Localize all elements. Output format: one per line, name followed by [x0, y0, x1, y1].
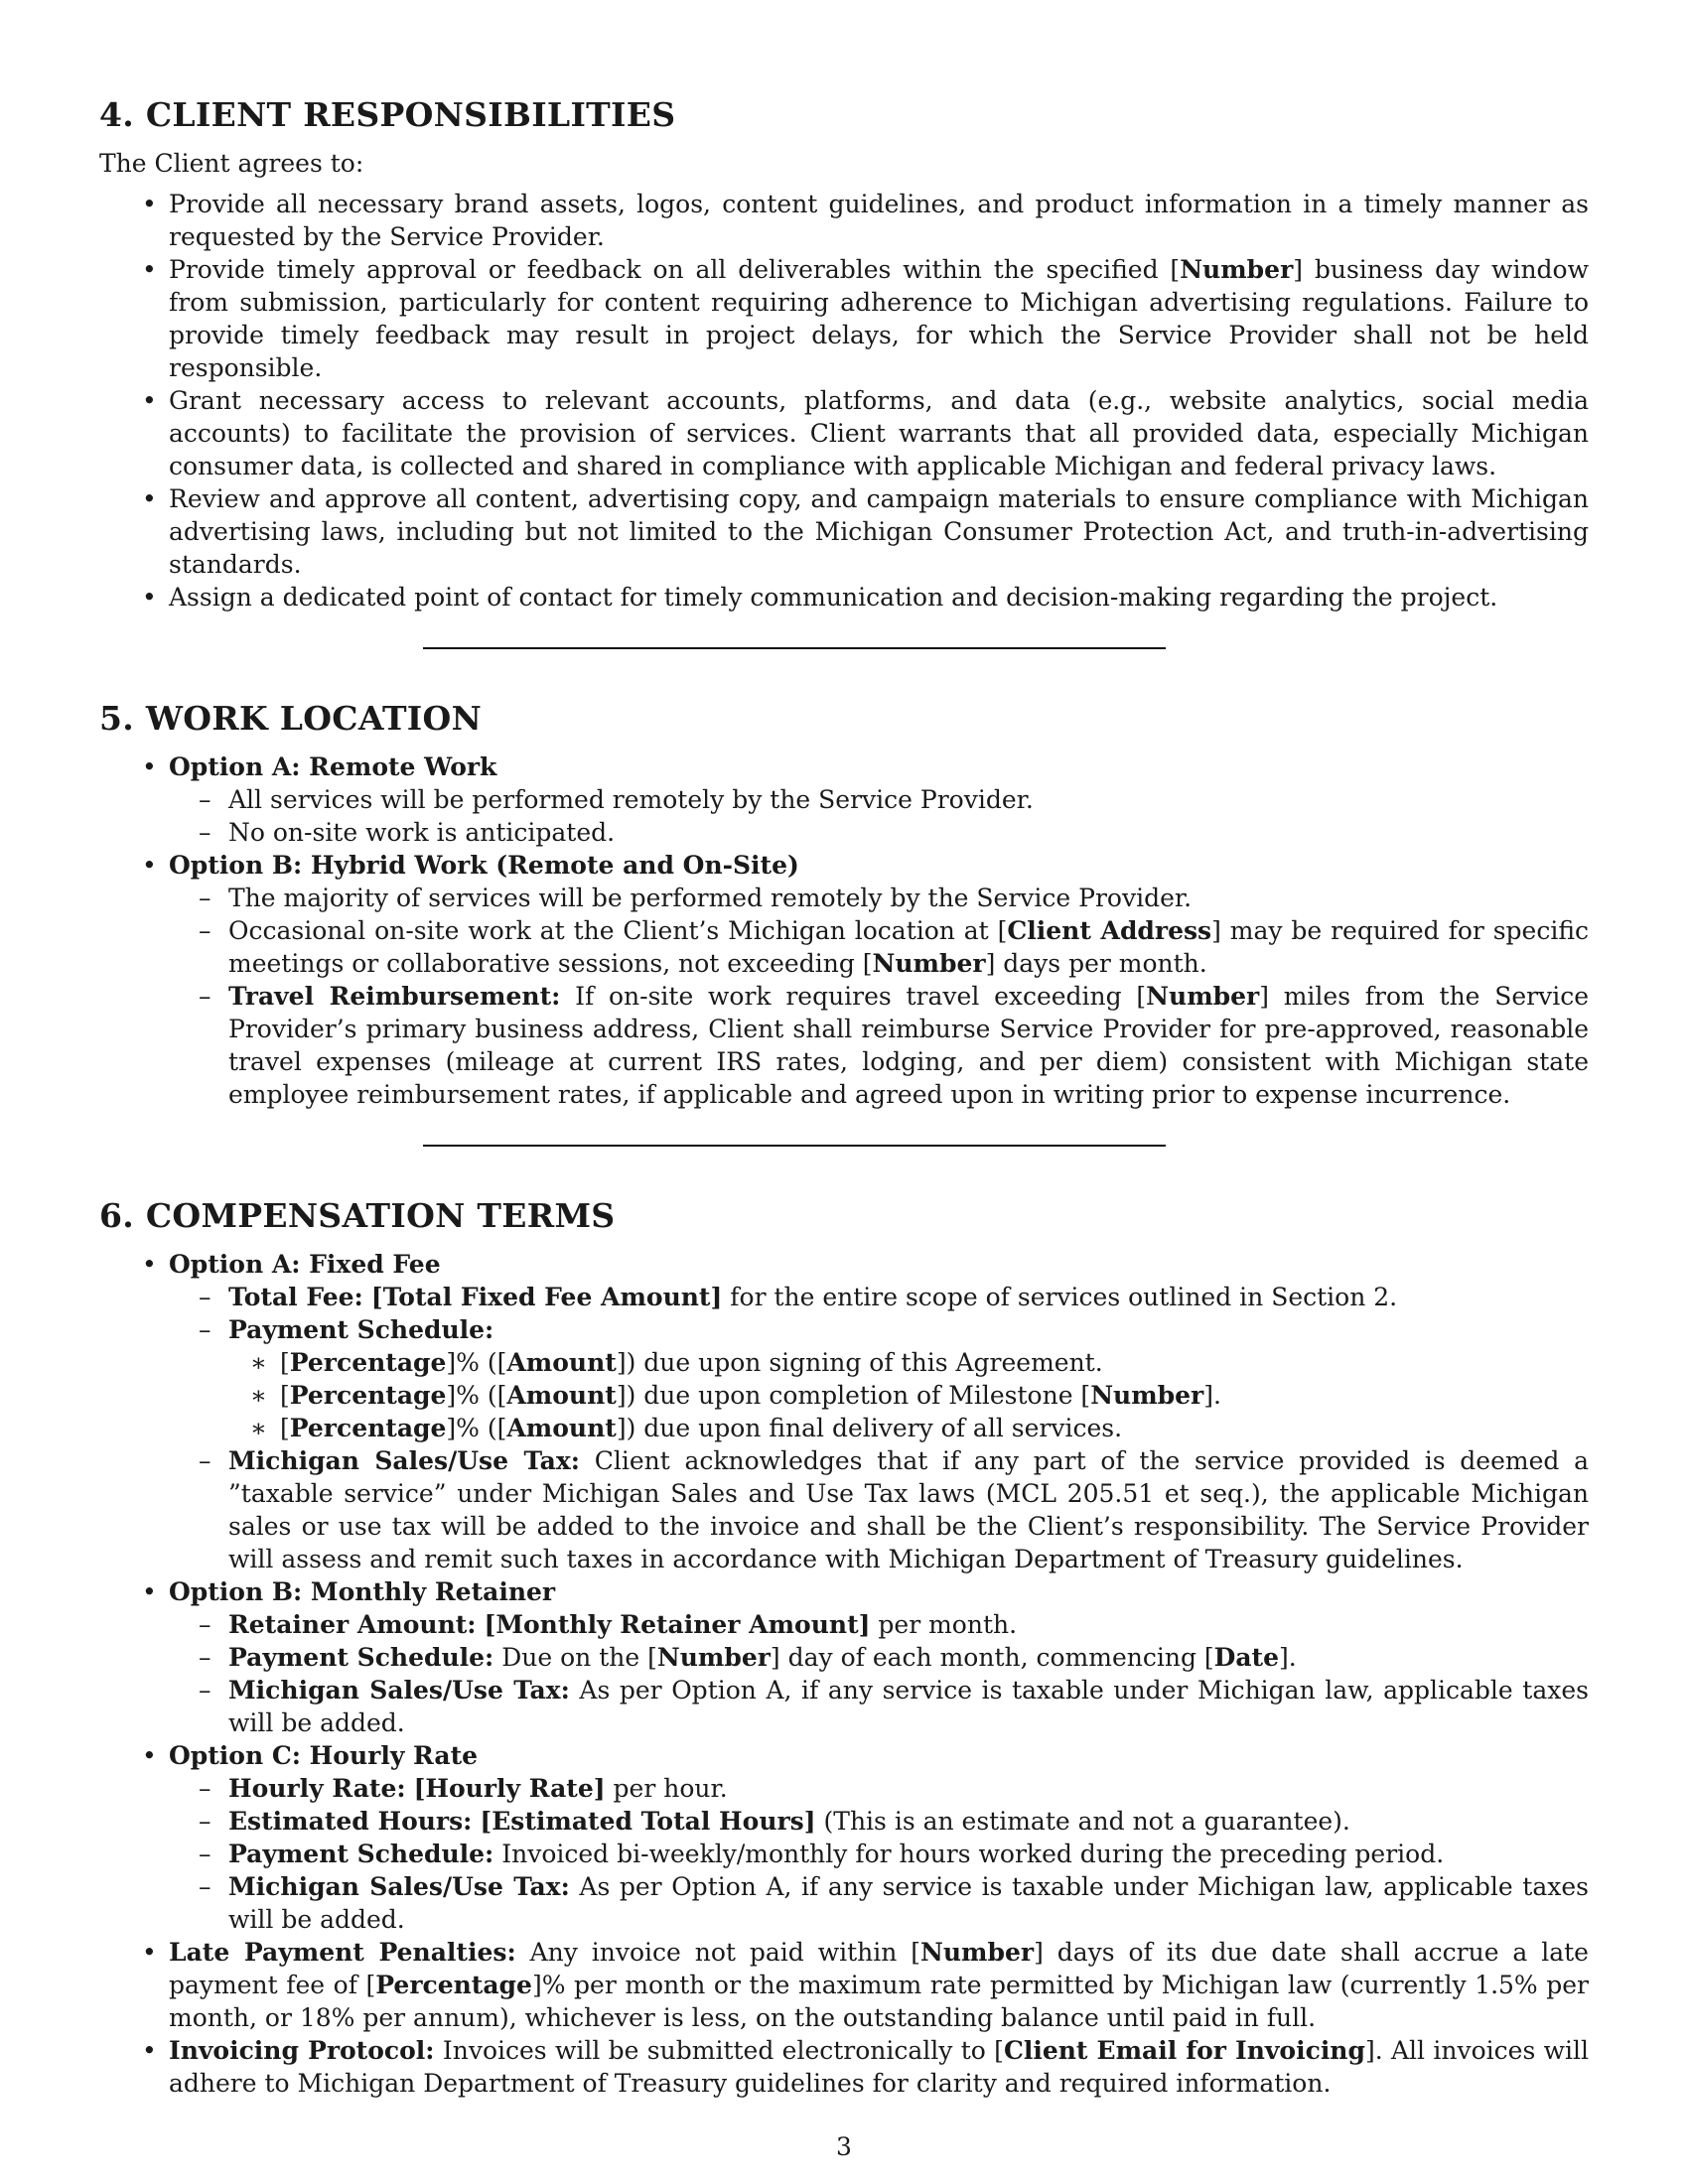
list-item: – Payment Schedule: ∗ [Percentage]% ([Amount]) due upon signing of this Agreement. ∗ [Percentage]% ([Amount]) due upon completion of Milestone [Number]. ∗ [Percentage]% ([Amount]) due upon final delivery of all services.	[228, 1313, 1589, 1444]
section-4-intro: The Client agrees to:	[99, 149, 364, 178]
list-item: – Michigan Sales/Use Tax: As per Option A, if any service is taxable under Michigan law, applicable taxes will be added.	[228, 1870, 1589, 1936]
compensation-terms-list	[99, 1248, 1589, 2100]
list-item: • Assign a dedicated point of contact for timely communication and decision-making regarding the project.	[169, 581, 1589, 614]
work-location-list	[99, 751, 1589, 1111]
list-item: ∗ [Percentage]% ([Amount]) due upon final delivery of all services.	[280, 1412, 1589, 1444]
section-4-heading: 4. CLIENT RESPONSIBILITIES	[99, 95, 676, 134]
list-item: – Michigan Sales/Use Tax: As per Option A, if any service is taxable under Michigan law, applicable taxes will be added.	[228, 1674, 1589, 1739]
section-divider	[423, 1145, 1166, 1147]
list-item	[169, 751, 1589, 849]
list-item: ∗ [Percentage]% ([Amount]) due upon completion of Milestone [Number].	[280, 1379, 1589, 1412]
page-content	[99, 95, 1589, 2100]
list-item: – Estimated Hours: [Estimated Total Hours] (This is an estimate and not a guarantee).	[228, 1805, 1589, 1838]
list-item: – Hourly Rate: [Hourly Rate] per hour.	[228, 1772, 1589, 1805]
section-divider	[423, 647, 1166, 649]
section-6-heading: 6. COMPENSATION TERMS	[99, 1196, 616, 1235]
list-item: • Grant necessary access to relevant accounts, platforms, and data (e.g., website analytics, social media accounts) to facilitate the provision of services. Client warrants that all provided data, especially Michigan consumer data, is collected and shared in compliance with applicable Michigan and federal privacy laws.	[169, 384, 1589, 482]
list-item: – Occasional on-site work at the Client’s Michigan location at [Client Address] may be required for specific meetings or collaborative sessions, not exceeding [Number] days per month.	[228, 914, 1589, 980]
list-item: • Provide all necessary brand assets, logos, content guidelines, and product information in a timely manner as requested by the Service Provider.	[169, 188, 1589, 253]
list-item: – No on-site work is anticipated.	[228, 816, 1589, 849]
page-number: 3	[836, 2132, 852, 2161]
list-item: ∗ [Percentage]% ([Amount]) due upon signing of this Agreement.	[280, 1346, 1589, 1379]
list-item: – Retainer Amount: [Monthly Retainer Amount] per month.	[228, 1608, 1589, 1641]
option-title: Option C: Hourly Rate	[169, 1741, 479, 1770]
option-title: Option A: Remote Work	[169, 752, 497, 781]
list-item	[169, 1248, 1589, 1575]
option-title: Option B: Monthly Retainer	[169, 1577, 556, 1606]
option-title: Option B: Hybrid Work (Remote and On-Site)	[169, 851, 799, 880]
list-item: – Travel Reimbursement: If on-site work requires travel exceeding [Number] miles from the Service Provider’s primary business address, Client shall reimburse Service Provider for pre-approved, reasonable travel expenses (mileage at current IRS rates, lodging, and per diem) consistent with Michigan state employee reimbursement rates, if applicable and agreed upon in writing prior to expense incurrence.	[228, 980, 1589, 1111]
list-item	[169, 1575, 1589, 1739]
list-item: • Provide timely approval or feedback on all deliverables within the specified [Number] business day window from submission, particularly for content requiring adherence to Michigan advertising regulations. Failure to provide timely feedback may result in project delays, for which the Service Provider shall not be held responsible.	[169, 253, 1589, 384]
list-item: – Michigan Sales/Use Tax: Client acknowledges that if any part of the service provided is deemed a ”taxable service” under Michigan Sales and Use Tax laws (MCL 205.51 et seq.), the applicable Michigan sales or use tax will be added to the invoice and shall be the Client’s responsibility. The Service Provider will assess and remit such taxes in accordance with Michigan Department of Treasury guidelines.	[228, 1444, 1589, 1575]
list-item: – Payment Schedule: Invoiced bi-weekly/monthly for hours worked during the preceding period.	[228, 1838, 1589, 1870]
list-item: – The majority of services will be performed remotely by the Service Provider.	[228, 882, 1589, 914]
option-title: Option A: Fixed Fee	[169, 1250, 441, 1279]
section-5-heading: 5. WORK LOCATION	[99, 699, 483, 738]
list-item: – All services will be performed remotely by the Service Provider.	[228, 783, 1589, 816]
list-item: – Total Fee: [Total Fixed Fee Amount] for the entire scope of services outlined in Section 2.	[228, 1281, 1589, 1313]
list-item: – Payment Schedule: Due on the [Number] day of each month, commencing [Date].	[228, 1641, 1589, 1674]
list-item: • Invoicing Protocol: Invoices will be submitted electronically to [Client Email for Invoicing]. All invoices will adhere to Michigan Department of Treasury guidelines for clarity and required information.	[169, 2034, 1589, 2100]
list-item	[169, 849, 1589, 1111]
list-item: • Review and approve all content, advertising copy, and campaign materials to ensure compliance with Michigan advertising laws, including but not limited to the Michigan Consumer Protection Act, and truth-in-advertising standards.	[169, 482, 1589, 581]
client-responsibilities-list	[99, 188, 1589, 614]
list-item	[169, 1739, 1589, 1936]
list-item: • Late Payment Penalties: Any invoice not paid within [Number] days of its due date shall accrue a late payment fee of [Percentage]% per month or the maximum rate permitted by Michigan law (currently 1.5% per month, or 18% per annum), whichever is less, on the outstanding balance until paid in full.	[169, 1936, 1589, 2034]
